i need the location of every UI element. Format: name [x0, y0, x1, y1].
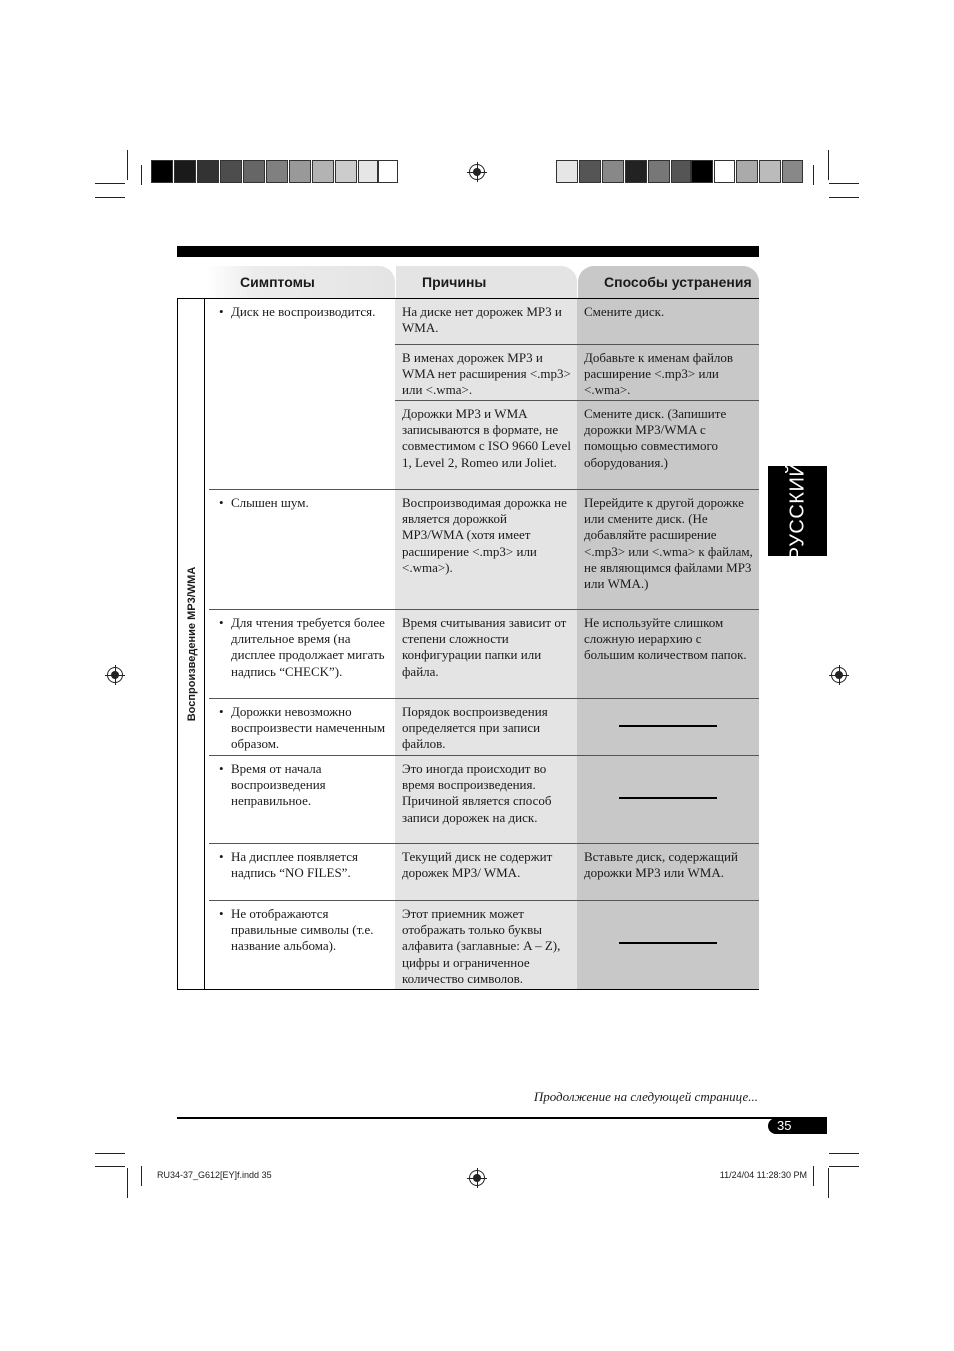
remedy-cell [577, 490, 759, 609]
symptom-text: Слышен шум. [231, 495, 309, 510]
remedy-cell [577, 401, 759, 489]
remedy-cell [577, 699, 759, 755]
cause-text: Порядок воспроизведения определяется при записи файлов. [402, 704, 548, 752]
table-row [205, 299, 759, 344]
remedy-cell [577, 756, 759, 843]
cause-cell [395, 610, 577, 698]
cause-cell [395, 345, 577, 400]
symptom-cell: • Для чтения требуется более длительное время (на дисплее продолжает мигать надпись “CHECK”). [205, 610, 395, 698]
no-remedy-dash [619, 942, 717, 944]
cause-cell [395, 901, 577, 989]
symptom-text: Диск не воспроизводится. [231, 304, 376, 319]
cause-text: На диске нет дорожек MP3 и WMA. [402, 304, 562, 336]
language-tab [768, 461, 827, 561]
bottom-rule [177, 1117, 827, 1119]
table-row [205, 844, 759, 900]
symptom-text: Для чтения требуется более длительное время (на дисплее продолжает мигать надпись “CHECK”). [231, 615, 385, 679]
remedy-text: Перейдите к другой дорожке или смените диск. (Не добавляйте расширение <.mp3> или <.wma> к файлам, не являющимся файлами MP3 или WMA.) [584, 495, 753, 592]
cause-text: В именах дорожек MP3 и WMA нет расширения <.mp3> или <.wma>. [402, 350, 571, 398]
remedy-text: Смените диск. [584, 304, 665, 319]
no-remedy-dash [619, 797, 717, 799]
symptom-text: Не отображаются правильные символы (т.е. название альбома). [231, 906, 374, 954]
table-row [205, 610, 759, 698]
cause-text: Время считывания зависит от степени сложности конфигурации папки или файла. [402, 615, 567, 679]
symptom-cell: • На дисплее появляется надпись “NO FILES”. [205, 844, 395, 900]
remedy-text: Добавьте к именам файлов расширение <.mp3> или <.wma>. [584, 350, 734, 398]
remedy-text: Смените диск. (Запишите дорожки MP3/WMA с помощью совместимого оборудования.) [584, 406, 727, 470]
cause-cell [395, 699, 577, 755]
symptom-text: На дисплее появляется надпись “NO FILES”. [231, 849, 358, 881]
symptom-cell: • Не отображаются правильные символы (т.е. название альбома). [205, 901, 395, 989]
symptom-cell: • Диск не воспроизводится. [205, 299, 395, 489]
table-row [205, 490, 759, 609]
continued-note: Продолжение на следующей странице... [533, 1089, 758, 1104]
table-row [205, 345, 759, 400]
symptom-cell: • Время от начала воспроизведения неправильное. [205, 756, 395, 843]
table-row [205, 401, 759, 489]
section-label: Воспроизведение MP3/WMA [186, 566, 198, 722]
page-number: 35 [768, 1118, 827, 1134]
symptom-cell: • Слышен шум. [205, 490, 395, 609]
remedy-text: Вставьте диск, содержащий дорожки MP3 или WMA. [584, 849, 738, 881]
remedy-cell [577, 345, 759, 400]
registration-mark-bottom [469, 1170, 485, 1186]
remedy-cell [577, 299, 759, 344]
registration-mark-right [831, 667, 847, 683]
table-row [205, 901, 759, 989]
registration-mark-top [469, 164, 485, 180]
no-remedy-dash [619, 725, 717, 727]
header-symptoms: Симптомы [207, 266, 395, 298]
symptom-text: Время от начала воспроизведения неправильное. [231, 761, 326, 809]
cause-text: Воспроизводимая дорожка не является дорожкой MP3/WMA (хотя имеет расширение <.mp3> или <.wma>). [402, 495, 567, 575]
section-label-column [177, 299, 205, 989]
cause-cell [395, 844, 577, 900]
cause-text: Текущий диск не содержит дорожек MP3/ WMA. [402, 849, 553, 881]
table-row [205, 699, 759, 755]
cause-text: Этот приемник может отображать только буквы алфавита (заглавные: A – Z), цифры и ограниченное количество символов. [402, 906, 561, 986]
remedy-text: Не используйте слишком сложную иерархию с большим количеством папок. [584, 615, 747, 663]
header-remedies: Способы устранения [578, 266, 759, 298]
remedy-cell [577, 844, 759, 900]
troubleshooting-table [177, 298, 759, 990]
section-top-bar [177, 246, 759, 257]
cause-text: Дорожки MP3 и WMA записываются в формате, не совместимом с ISO 9660 Level 1, Level 2, Romeo или Joliet. [402, 406, 571, 470]
language-tab-label: РУССКИЙ [786, 461, 808, 561]
header-causes: Причины [396, 266, 577, 298]
footer-file: RU34-37_G612[EY]f.indd 35 [157, 1170, 272, 1180]
cause-cell [395, 756, 577, 843]
symptom-text: Дорожки невозможно воспроизвести намеченным образом. [231, 704, 386, 752]
cause-text: Это иногда происходит во время воспроизведения. Причиной является способ записи дорожек на диск. [402, 761, 552, 825]
footer-datetime: 11/24/04 11:28:30 PM [719, 1170, 807, 1180]
remedy-cell [577, 610, 759, 698]
remedy-cell [577, 901, 759, 989]
cause-cell [395, 401, 577, 489]
cause-cell [395, 490, 577, 609]
table-row [205, 756, 759, 843]
registration-mark-left [107, 667, 123, 683]
symptom-cell: • Дорожки невозможно воспроизвести намеченным образом. [205, 699, 395, 755]
cause-cell [395, 299, 577, 344]
